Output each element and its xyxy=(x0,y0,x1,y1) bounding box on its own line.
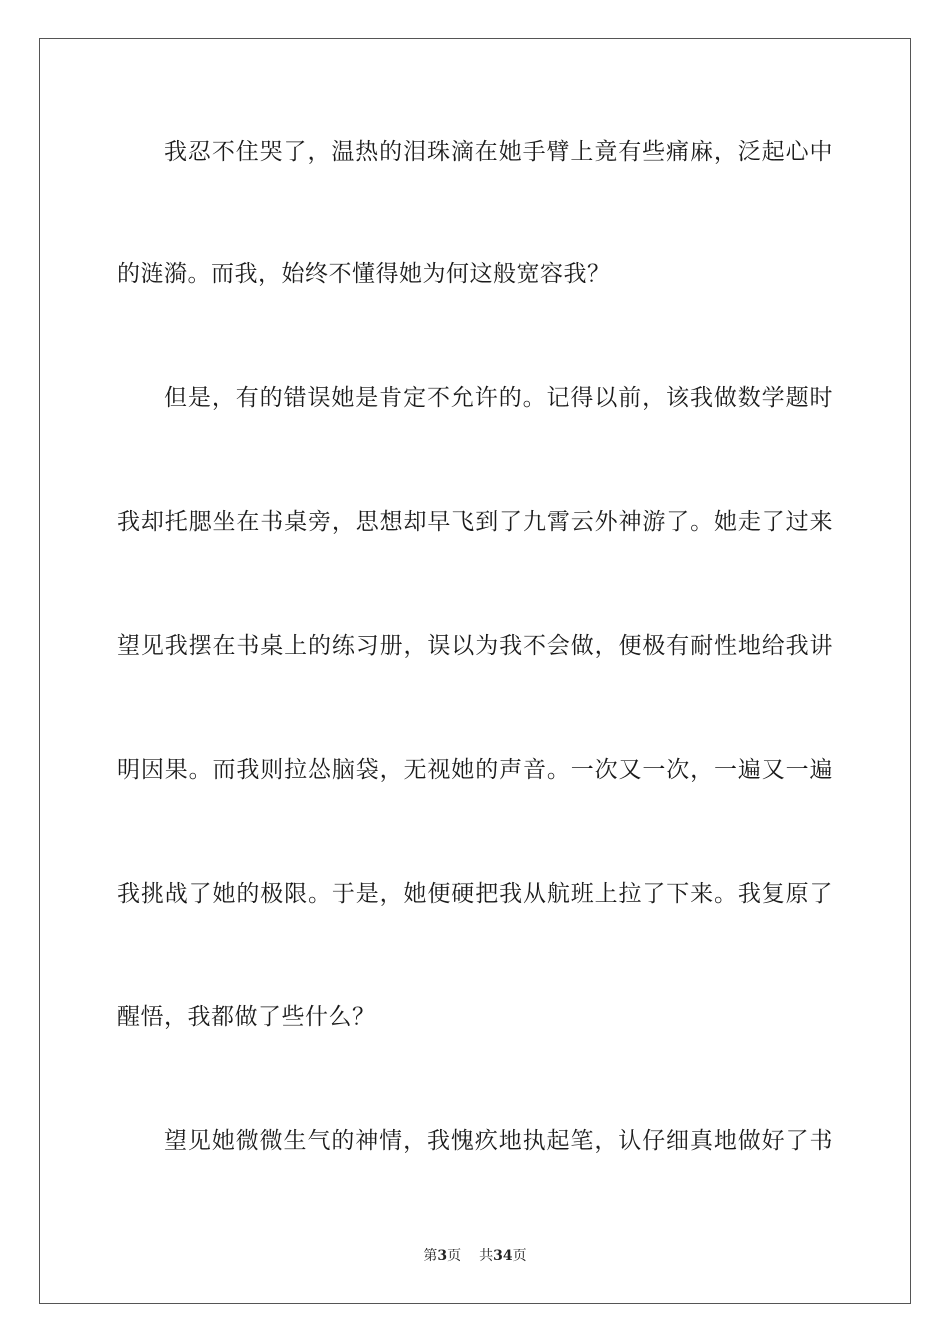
paragraph-line-5: 望见我摆在书桌上的练习册，误以为我不会做，便极有耐性地给我讲 xyxy=(117,633,833,659)
paragraph-line-6: 明因果。而我则拉怂脑袋，无视她的声音。一次又一次，一遍又一遍 xyxy=(117,757,833,783)
paragraph-line-3: 但是，有的错误她是肯定不允许的。记得以前，该我做数学题时 xyxy=(164,385,833,411)
page-prefix: 第 xyxy=(423,1248,438,1264)
total-prefix: 共 xyxy=(479,1248,494,1264)
paragraph-line-1: 我忍不住哭了，温热的泪珠滴在她手臂上竟有些痛麻，泛起心中 xyxy=(164,139,833,165)
paragraph-line-4: 我却托腮坐在书桌旁，思想却早飞到了九霄云外神游了。她走了过来 xyxy=(117,509,833,535)
page-footer xyxy=(0,1246,950,1266)
total-suffix: 页 xyxy=(512,1248,527,1264)
paragraph-line-7: 我挑战了她的极限。于是，她便硬把我从航班上拉了下来。我复原了 xyxy=(117,881,833,907)
total-pages: 34 xyxy=(493,1248,513,1264)
paragraph-line-2: 的涟漪。而我，始终不懂得她为何这般宽容我？ xyxy=(117,261,611,287)
page-suffix: 页 xyxy=(447,1248,462,1264)
paragraph-line-8: 醒悟，我都做了些什么？ xyxy=(117,1004,376,1030)
page-frame xyxy=(39,38,911,1304)
page-number: 3 xyxy=(437,1248,448,1264)
paragraph-line-9: 望见她微微生气的神情，我愧疚地执起笔，认仔细真地做好了书 xyxy=(164,1128,833,1154)
